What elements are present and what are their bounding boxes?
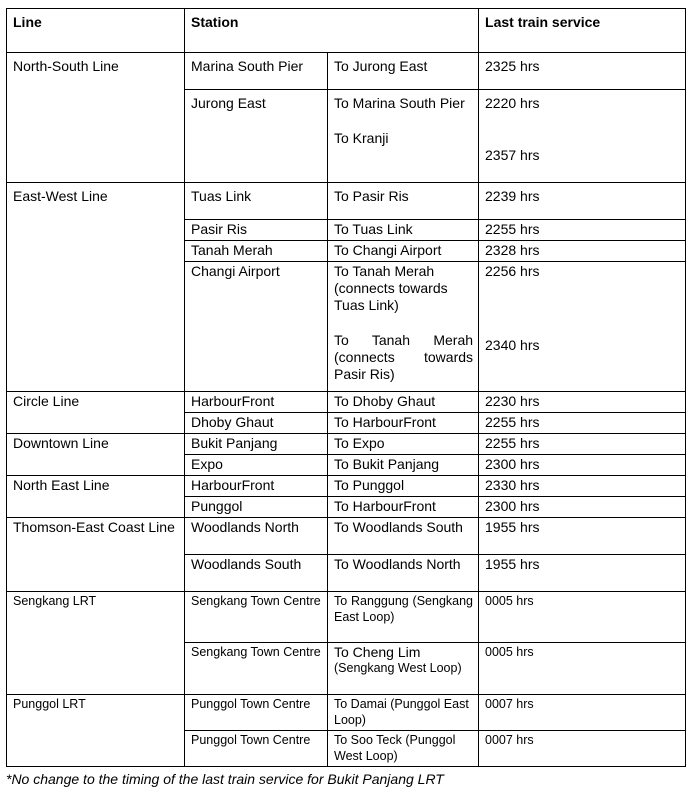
time-cell: 1955 hrs (479, 518, 686, 555)
direction-cell: To HarbourFront (328, 497, 479, 518)
direction-cell: To Changi Airport (328, 241, 479, 262)
table-row (7, 476, 686, 497)
table-row (7, 183, 686, 220)
time-cell: 2325 hrs (479, 53, 686, 90)
station-cell: HarbourFront (185, 476, 328, 497)
time-cell: 0005 hrs (479, 592, 686, 643)
time-cell: 0007 hrs (479, 731, 686, 767)
direction-cell (328, 90, 479, 183)
time-cell (479, 262, 686, 392)
station-cell: Pasir Ris (185, 220, 328, 241)
direction-cell: To Pasir Ris (328, 183, 479, 220)
footnote: *No change to the timing of the last train service for Bukit Panjang LRT (6, 771, 444, 787)
direction-text: To Tanah Merah (connects towards Pasir Ris) (334, 332, 474, 382)
direction-cell: To Bukit Panjang (328, 455, 479, 476)
direction-cell: To Soo Teck (Punggol West Loop) (328, 731, 479, 767)
station-cell: Sengkang Town Centre (185, 592, 328, 643)
direction-text: To Marina South Pier (334, 95, 465, 111)
time-cell: 1955 hrs (479, 555, 686, 592)
direction-text: To Cheng Lim (334, 644, 421, 660)
time-cell: 2255 hrs (479, 220, 686, 241)
station-cell: Jurong East (185, 90, 328, 183)
table-row (7, 518, 686, 555)
time-cell: 2230 hrs (479, 392, 686, 413)
time-cell: 2255 hrs (479, 413, 686, 434)
time-cell (479, 90, 686, 183)
time-cell: 2328 hrs (479, 241, 686, 262)
direction-cell: To Woodlands South (328, 518, 479, 555)
station-cell: Tuas Link (185, 183, 328, 220)
header-line: Line (7, 9, 185, 53)
station-cell: Expo (185, 455, 328, 476)
direction-cell (328, 643, 479, 695)
line-name: North-South Line (7, 53, 185, 183)
direction-cell: To Tuas Link (328, 220, 479, 241)
table-row (7, 695, 686, 731)
station-cell: Punggol Town Centre (185, 731, 328, 767)
line-name: Thomson-East Coast Line (7, 518, 185, 592)
station-cell: HarbourFront (185, 392, 328, 413)
time-text: 2340 hrs (485, 337, 540, 353)
direction-text: To Kranji (334, 130, 389, 146)
line-name: Downtown Line (7, 434, 185, 476)
table-row (7, 392, 686, 413)
last-train-table (6, 8, 686, 767)
table-row (7, 434, 686, 455)
station-cell: Sengkang Town Centre (185, 643, 328, 695)
station-cell: Dhoby Ghaut (185, 413, 328, 434)
station-cell: Woodlands North (185, 518, 328, 555)
time-cell: 0007 hrs (479, 695, 686, 731)
time-cell: 0005 hrs (479, 643, 686, 695)
direction-cell: To Jurong East (328, 53, 479, 90)
direction-text: (Sengkang West Loop) (334, 661, 462, 675)
direction-cell: To Damai (Punggol East Loop) (328, 695, 479, 731)
header-row (7, 9, 686, 53)
direction-cell: To HarbourFront (328, 413, 479, 434)
station-cell: Woodlands South (185, 555, 328, 592)
table-row (7, 592, 686, 643)
time-text: 2256 hrs (485, 263, 540, 279)
direction-cell: To Dhoby Ghaut (328, 392, 479, 413)
time-cell: 2255 hrs (479, 434, 686, 455)
direction-cell: To Punggol (328, 476, 479, 497)
direction-cell: To Woodlands North (328, 555, 479, 592)
header-last-train: Last train service (479, 9, 686, 53)
time-cell: 2300 hrs (479, 497, 686, 518)
time-text: 2357 hrs (485, 147, 540, 163)
time-cell: 2239 hrs (479, 183, 686, 220)
direction-cell: To Ranggung (Sengkang East Loop) (328, 592, 479, 643)
station-cell: Tanah Merah (185, 241, 328, 262)
direction-cell (328, 262, 479, 392)
line-name: Circle Line (7, 392, 185, 434)
table-row (7, 53, 686, 90)
station-cell: Marina South Pier (185, 53, 328, 90)
station-cell: Punggol Town Centre (185, 695, 328, 731)
time-cell: 2300 hrs (479, 455, 686, 476)
station-cell: Bukit Panjang (185, 434, 328, 455)
header-station: Station (185, 9, 479, 53)
time-text: 2220 hrs (485, 95, 540, 111)
line-name: Punggol LRT (7, 695, 185, 767)
line-name: Sengkang LRT (7, 592, 185, 695)
line-name: East-West Line (7, 183, 185, 392)
station-cell: Punggol (185, 497, 328, 518)
line-name: North East Line (7, 476, 185, 518)
time-cell: 2330 hrs (479, 476, 686, 497)
direction-text: To Tanah Merah (connects towards Tuas Link) (334, 263, 448, 313)
station-cell: Changi Airport (185, 262, 328, 392)
direction-cell: To Expo (328, 434, 479, 455)
